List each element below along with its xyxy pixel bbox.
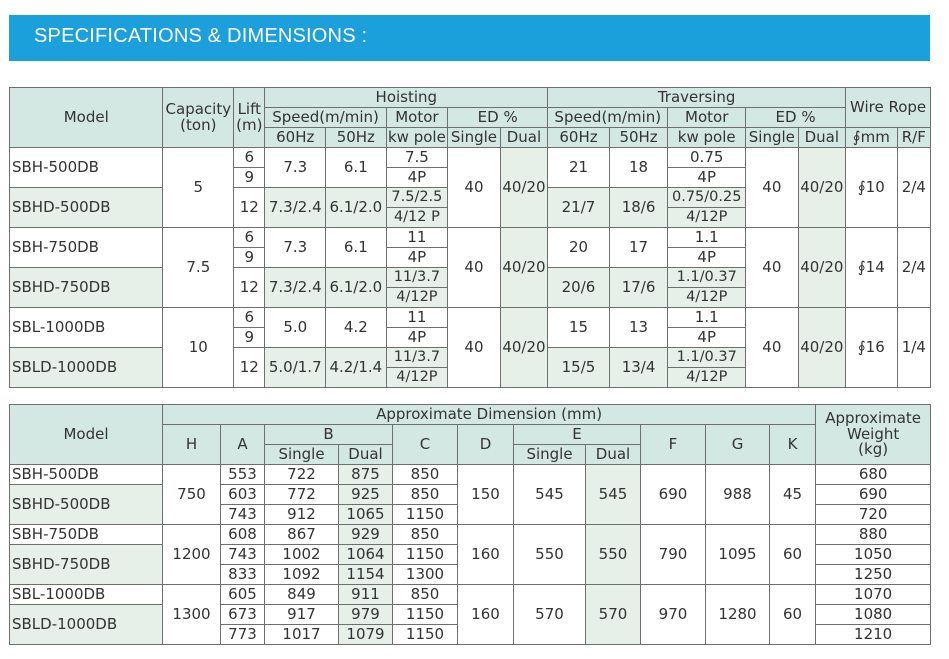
trav-motor-kw: 0.75/0.25 — [668, 188, 746, 208]
dim-c: 850 — [393, 525, 458, 545]
dim-g: 988 — [706, 465, 770, 525]
header-trav-motor: Motor — [668, 108, 746, 128]
wire-rope-rf: 2/4 — [897, 228, 930, 308]
wire-rope-mm: ∮16 — [846, 308, 898, 388]
dim-d: 160 — [458, 525, 514, 585]
table-row — [10, 228, 931, 248]
trav-speed-50hz: 13/4 — [609, 348, 668, 388]
dim-b-single: 917 — [265, 605, 339, 625]
dim-a: 773 — [221, 625, 265, 645]
table-row — [10, 308, 931, 328]
dims-header-h: H — [163, 425, 221, 465]
trav-ed-single: 40 — [746, 228, 799, 308]
header-trav-ed: ED % — [746, 108, 846, 128]
dims-header-approx-dimension: Approximate Dimension (mm) — [163, 405, 816, 425]
header-wire-rope: Wire Rope — [846, 88, 931, 128]
dim-c: 850 — [393, 465, 458, 485]
header-hoist-50hz: 50Hz — [326, 128, 387, 148]
trav-ed-dual: 40/20 — [798, 228, 845, 308]
dim-f: 970 — [641, 585, 706, 645]
hoist-ed-dual: 40/20 — [500, 148, 547, 228]
hoist-speed-50hz: 4.2 — [326, 308, 387, 348]
dim-b-dual: 1064 — [339, 545, 393, 565]
dim-d: 160 — [458, 585, 514, 645]
hoist-ed-dual: 40/20 — [500, 308, 547, 388]
dim-weight: 1080 — [816, 605, 931, 625]
model-name: SBH-750DB — [10, 228, 163, 268]
header-capacity: Capacity (ton) — [163, 88, 234, 148]
dim-b-single: 772 — [265, 485, 339, 505]
dim-b-dual: 979 — [339, 605, 393, 625]
section-title: SPECIFICATIONS & DIMENSIONS : — [34, 25, 368, 47]
hoist-motor-kw: 11 — [386, 228, 448, 248]
hoist-speed-60hz: 7.3/2.4 — [265, 268, 326, 308]
trav-motor-pole: 4/12P — [668, 208, 746, 228]
hoist-speed-50hz: 6.1 — [326, 148, 387, 188]
header-model: Model — [10, 88, 163, 148]
trav-motor-kw: 0.75 — [668, 148, 746, 168]
trav-speed-60hz: 21/7 — [548, 188, 610, 228]
dim-c: 1150 — [393, 545, 458, 565]
dim-b-dual: 875 — [339, 465, 393, 485]
trav-speed-60hz: 20/6 — [548, 268, 610, 308]
dims-header-d: D — [458, 425, 514, 465]
dim-b-single: 912 — [265, 505, 339, 525]
header-rope-mm: ∮mm — [846, 128, 898, 148]
hoist-speed-50hz: 4.2/1.4 — [326, 348, 387, 388]
trav-motor-pole: 4/12P — [668, 368, 746, 388]
header-trav-single: Single — [746, 128, 799, 148]
trav-motor-kw: 1.1 — [668, 308, 746, 328]
header-trav-kwpole: kw pole — [668, 128, 746, 148]
dim-weight: 690 — [816, 485, 931, 505]
dims-header-f: F — [641, 425, 706, 465]
header-hoist-60hz: 60Hz — [265, 128, 326, 148]
model-name: SBHD-750DB — [10, 545, 163, 585]
dim-h: 1200 — [163, 525, 221, 585]
trav-speed-50hz: 17/6 — [609, 268, 668, 308]
model-name: SBLD-1000DB — [10, 348, 163, 388]
hoist-motor-pole: 4/12P — [386, 368, 448, 388]
header-hoist-kwpole: kw pole — [387, 127, 446, 146]
trav-motor-pole: 4P — [668, 248, 746, 268]
dim-g: 1095 — [706, 525, 770, 585]
model-name: SBHD-500DB — [10, 485, 163, 525]
dim-e-dual: 545 — [586, 465, 641, 525]
dim-f: 790 — [641, 525, 706, 585]
lift-value: 12 — [234, 348, 265, 388]
hoist-motor-pole: 4P — [386, 248, 448, 268]
header-hoist-ed: ED % — [448, 108, 548, 128]
model-name: SBH-500DB — [10, 465, 163, 485]
dim-b-single: 1017 — [265, 625, 339, 645]
trav-speed-50hz: 13 — [609, 308, 668, 348]
wire-rope-rf: 2/4 — [897, 148, 930, 228]
hoist-speed-50hz: 6.1/2.0 — [326, 268, 387, 308]
model-name: SBH-500DB — [10, 148, 163, 188]
header-trav-60hz: 60Hz — [548, 128, 610, 148]
specifications-table — [9, 87, 931, 388]
hoist-motor-kw: 11/3.7 — [386, 348, 448, 368]
dim-b-dual: 911 — [339, 585, 393, 605]
dim-weight: 880 — [816, 525, 931, 545]
dims-header-model: Model — [10, 405, 163, 465]
dim-a: 833 — [221, 565, 265, 585]
table-row — [10, 465, 931, 485]
hoist-motor-pole: 4P — [386, 328, 448, 348]
hoist-ed-single: 40 — [448, 308, 501, 388]
trav-motor-kw: 1.1/0.37 — [668, 348, 746, 368]
dims-header-b-dual: Dual — [339, 445, 393, 465]
model-name: SBL-1000DB — [10, 308, 163, 348]
model-name: SBLD-1000DB — [10, 605, 163, 645]
header-trav-speed: Speed(m/min) — [548, 108, 668, 128]
dim-b-single: 1092 — [265, 565, 339, 585]
dim-a: 743 — [221, 505, 265, 525]
dim-f: 690 — [641, 465, 706, 525]
trav-ed-dual: 40/20 — [798, 308, 845, 388]
dim-weight: 1250 — [816, 565, 931, 585]
lift-value: 6 — [234, 308, 265, 328]
trav-motor-pole: 4P — [668, 168, 746, 188]
dims-header-e-dual: Dual — [586, 445, 641, 465]
dim-e-single: 550 — [514, 525, 586, 585]
hoist-motor-pole: 4P — [386, 168, 448, 188]
dim-weight: 1070 — [816, 585, 931, 605]
dim-b-dual: 1079 — [339, 625, 393, 645]
dim-c: 1150 — [393, 505, 458, 525]
trav-speed-60hz: 20 — [548, 228, 610, 268]
trav-ed-single: 40 — [746, 148, 799, 228]
lift-value: 6 — [234, 228, 265, 248]
hoist-ed-single: 40 — [448, 148, 501, 228]
trav-speed-60hz: 15 — [548, 308, 610, 348]
header-trav-dual: Dual — [798, 128, 845, 148]
dims-header-b: B — [265, 425, 393, 445]
trav-speed-60hz: 21 — [548, 148, 610, 188]
dim-k: 60 — [770, 585, 816, 645]
capacity-value: 7.5 — [163, 228, 234, 308]
dim-h: 1300 — [163, 585, 221, 645]
dim-a: 553 — [221, 465, 265, 485]
trav-speed-50hz: 18/6 — [609, 188, 668, 228]
dimensions-table — [9, 404, 931, 645]
dim-a: 743 — [221, 545, 265, 565]
dims-header-e: E — [514, 425, 641, 445]
trav-ed-single: 40 — [746, 308, 799, 388]
dim-e-dual: 550 — [586, 525, 641, 585]
trav-motor-kw: 1.1/0.37 — [668, 268, 746, 288]
hoist-ed-dual: 40/20 — [500, 228, 547, 308]
dim-d: 150 — [458, 465, 514, 525]
lift-value: 12 — [234, 268, 265, 308]
dims-header-c: C — [393, 425, 458, 465]
dim-e-single: 570 — [514, 585, 586, 645]
dim-weight: 680 — [816, 465, 931, 485]
dim-b-single: 1002 — [265, 545, 339, 565]
hoist-motor-pole: 4/12 P — [386, 208, 448, 228]
dim-a: 603 — [221, 485, 265, 505]
header-traversing: Traversing — [548, 88, 846, 108]
header-rope-rf: R/F — [897, 128, 930, 148]
lift-value: 9 — [234, 248, 265, 268]
table-row — [10, 585, 931, 605]
header-hoist-speed: Speed(m/min) — [265, 108, 386, 128]
header-hoist-dual: Dual — [500, 128, 547, 148]
dim-g: 1280 — [706, 585, 770, 645]
dims-header-g: G — [706, 425, 770, 465]
model-name: SBH-750DB — [10, 525, 163, 545]
dim-b-dual: 929 — [339, 525, 393, 545]
hoist-motor-pole: 4/12P — [386, 288, 448, 308]
hoist-speed-60hz: 7.3/2.4 — [265, 188, 326, 228]
hoist-speed-50hz: 6.1/2.0 — [326, 188, 387, 228]
lift-value: 9 — [234, 168, 265, 188]
header-lift: Lift (m) — [234, 88, 265, 148]
lift-value: 6 — [234, 148, 265, 168]
hoist-motor-kw: 7.5/2.5 — [386, 188, 448, 208]
dim-b-single: 849 — [265, 585, 339, 605]
dim-b-dual: 1154 — [339, 565, 393, 585]
dims-header-b-single: Single — [265, 445, 339, 465]
capacity-value: 5 — [163, 148, 234, 228]
table-row — [10, 525, 931, 545]
dim-weight: 1050 — [816, 545, 931, 565]
dim-b-dual: 925 — [339, 485, 393, 505]
header-trav-50hz: 50Hz — [609, 128, 668, 148]
wire-rope-mm: ∮10 — [846, 148, 898, 228]
capacity-value: 10 — [163, 308, 234, 388]
dim-c: 1300 — [393, 565, 458, 585]
dim-e-single: 545 — [514, 465, 586, 525]
dim-a: 605 — [221, 585, 265, 605]
dim-h: 750 — [163, 465, 221, 525]
table-row — [10, 148, 931, 168]
trav-speed-50hz: 17 — [609, 228, 668, 268]
dims-header-a: A — [221, 425, 265, 465]
hoist-speed-60hz: 7.3 — [265, 228, 326, 268]
dim-k: 45 — [770, 465, 816, 525]
dim-b-single: 867 — [265, 525, 339, 545]
trav-speed-60hz: 15/5 — [548, 348, 610, 388]
lift-value: 9 — [234, 328, 265, 348]
dim-c: 1150 — [393, 625, 458, 645]
dim-weight: 1210 — [816, 625, 931, 645]
hoist-speed-60hz: 7.3 — [265, 148, 326, 188]
wire-rope-mm: ∮14 — [846, 228, 898, 308]
lift-value: 12 — [234, 188, 265, 228]
dim-c: 850 — [393, 585, 458, 605]
model-name: SBHD-750DB — [10, 268, 163, 308]
dim-b-dual: 1065 — [339, 505, 393, 525]
model-name: SBL-1000DB — [10, 585, 163, 605]
dim-k: 60 — [770, 525, 816, 585]
hoist-motor-kw: 11 — [386, 308, 448, 328]
trav-speed-50hz: 18 — [609, 148, 668, 188]
model-name: SBHD-500DB — [10, 188, 163, 228]
section-banner — [9, 15, 930, 61]
trav-motor-kw: 1.1 — [668, 228, 746, 248]
dims-header-e-single: Single — [514, 445, 586, 465]
hoist-motor-kw: 7.5 — [386, 148, 448, 168]
trav-ed-dual: 40/20 — [798, 148, 845, 228]
wire-rope-rf: 1/4 — [897, 308, 930, 388]
dim-weight: 720 — [816, 505, 931, 525]
hoist-motor-kw: 11/3.7 — [386, 268, 448, 288]
dim-a: 608 — [221, 525, 265, 545]
dims-header-weight: Approximate Weight (kg) — [816, 405, 931, 465]
dim-b-single: 722 — [265, 465, 339, 485]
hoist-speed-60hz: 5.0 — [265, 308, 326, 348]
dim-a: 673 — [221, 605, 265, 625]
header-hoist-single: Single — [448, 128, 501, 148]
dims-header-k: K — [770, 425, 816, 465]
trav-motor-pole: 4P — [668, 328, 746, 348]
header-hoist-motor: Motor — [386, 108, 448, 128]
dim-c: 1150 — [393, 605, 458, 625]
dim-e-dual: 570 — [586, 585, 641, 645]
dim-c: 850 — [393, 485, 458, 505]
hoist-speed-60hz: 5.0/1.7 — [265, 348, 326, 388]
trav-motor-pole: 4/12P — [668, 288, 746, 308]
hoist-ed-single: 40 — [448, 228, 501, 308]
hoist-speed-50hz: 6.1 — [326, 228, 387, 268]
header-hoisting: Hoisting — [265, 88, 548, 108]
